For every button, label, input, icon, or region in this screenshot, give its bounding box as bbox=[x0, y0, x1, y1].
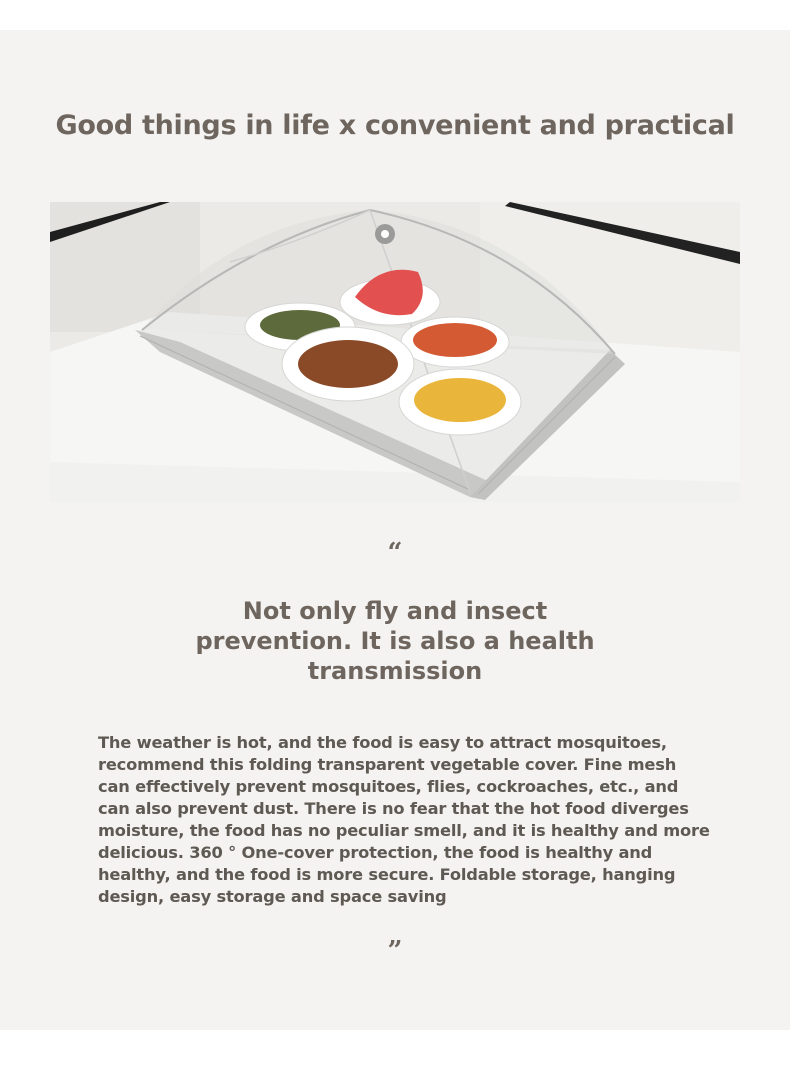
description-paragraph: The weather is hot, and the food is easy to attract mosquitoes, recommend this folding transparent vegetable cover. Fine mesh can effectively prevent mosquitoes, flies, cockroaches, etc., and can also prevent dust. There is no fear that the hot food diverges moisture, the food has no peculiar smell, and it is healthy and more delicious. 360 ° One-cover protection, the food is healthy and healthy, and the food is more secure. Foldable storage, hanging design, easy storage and space saving bbox=[98, 733, 710, 906]
closing-quote-mark: ” bbox=[387, 936, 403, 966]
product-photo bbox=[50, 202, 740, 502]
section-title: Not only fly and insect prevention. It is also a health transmission bbox=[195, 597, 595, 685]
opening-quote-mark: “ bbox=[387, 538, 403, 568]
page-headline: Good things in life x convenient and practical bbox=[55, 110, 735, 141]
